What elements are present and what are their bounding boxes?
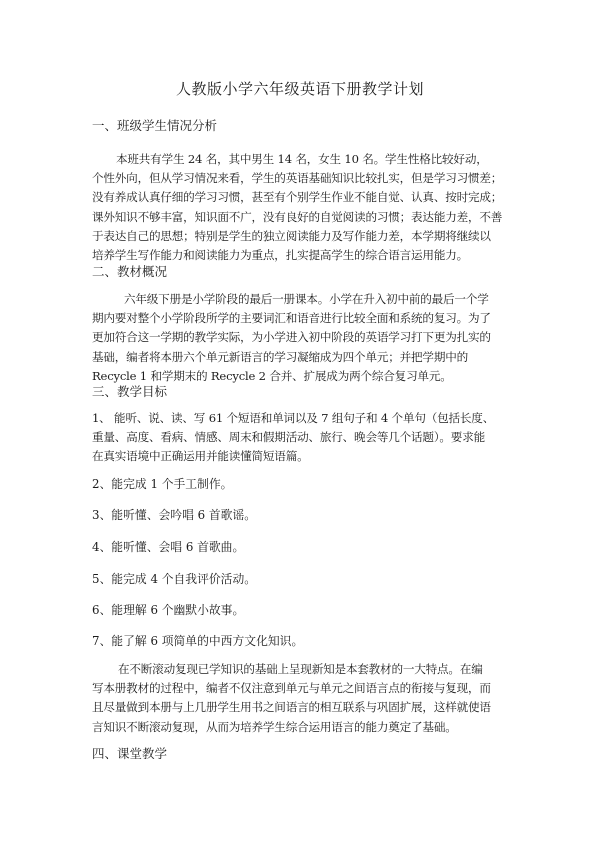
goal-item-1 (92, 409, 520, 467)
paragraph-line: 个性外向，但从学习情况来看，学生的英语基础知识比较扎实，但是学习习惯差； (92, 171, 503, 186)
paragraph-textbook-overview (92, 290, 520, 386)
paragraph-student-analysis (92, 150, 520, 265)
paragraph-line: 于表达自己的思想；特别是学生的独立阅读能力及写作能力差，本学期将继续以 (92, 228, 491, 243)
paragraph-line: 基础，编者将本册六个单元新语言的学习凝缩成为四个单元；并把学期中的 (92, 349, 468, 364)
paragraph-line: Recycle 1 和学期末的 Recycle 2 合并、扩展成为两个综合复习单元。 (92, 368, 452, 383)
goal-item-5: 5、能完成 4 个自我评价活动。 (92, 572, 257, 586)
paragraph-line: 培养学生写作能力和阅读能力为重点，扎实提高学生的综合语言运用能力。 (92, 248, 468, 263)
goal-item-7: 7、能了解 6 项简单的中西方文化知识。 (92, 634, 304, 648)
section-heading-textbook-overview: 二、教材概况 (92, 264, 168, 279)
section-heading-teaching-goals: 三、教学目标 (92, 384, 168, 399)
paragraph-line: 没有养成认真仔细的学习习惯，甚至有个别学生作业不能自觉、认真、按时完成； (92, 190, 503, 205)
paragraph-line: 在真实语境中正确运用并能读懂简短语篇。 (92, 449, 309, 464)
paragraph-line: 1、 能听、说、读、写 61 个短语和单词以及 7 组句子和 4 个单句（包括长度、 (92, 411, 495, 425)
goal-item-2: 2、能完成 1 个手工制作。 (92, 477, 233, 491)
paragraph-line: 本班共有学生 24 名，其中男生 14 名，女生 10 名。学生性格比较好动， (116, 152, 488, 166)
section-heading-student-analysis: 一、班级学生情况分析 (92, 118, 218, 133)
paragraph-line: 更加符合这一学期的教学实际，为小学进入初中阶段的英语学习打下更为扎实的 (92, 330, 491, 345)
paragraph-line: 课外知识不够丰富，知识面不广，没有良好的自觉阅读的习惯；表达能力差，不善 (92, 209, 503, 224)
paragraph-line: 重量、高度、看病、情感、周末和假期活动、旅行、晚会等几个话题）。要求能 (92, 430, 485, 445)
paragraph-line: 写本册教材的过程中，编者不仅注意到单元与单元之间语言点的衔接与复现，而 (92, 681, 491, 696)
goal-item-4: 4、能听懂、会唱 6 首歌曲。 (92, 540, 245, 554)
paragraph-line: 期内要对整个小学阶段所学的主要词汇和语音进行比较全面和系统的复习。为了 (92, 311, 491, 326)
document-title: 人教版小学六年级英语下册教学计划 (175, 80, 424, 98)
paragraph-line: 六年级下册是小学阶段的最后一册课本。小学在升入初中前的最后一个学 (124, 292, 489, 306)
paragraph-line: 且尽量做到本册与上几册学生用书之间语言的相互联系与巩固扩展，这样就使语 (92, 700, 491, 715)
goal-item-6: 6、能理解 6 个幽默小故事。 (92, 603, 245, 617)
paragraph-line: 在不断滚动复现已学知识的基础上呈现新知是本套教材的一大特点。在编 (118, 662, 483, 676)
paragraph-recycling-feature (92, 660, 520, 737)
section-heading-classroom-teaching: 四、课堂教学 (92, 746, 168, 761)
paragraph-line: 言知识不断滚动复现，从而为培养学生综合运用语言的能力奠定了基础。 (92, 719, 457, 734)
goal-item-3: 3、能听懂、会吟唱 6 首歌谣。 (92, 508, 257, 522)
